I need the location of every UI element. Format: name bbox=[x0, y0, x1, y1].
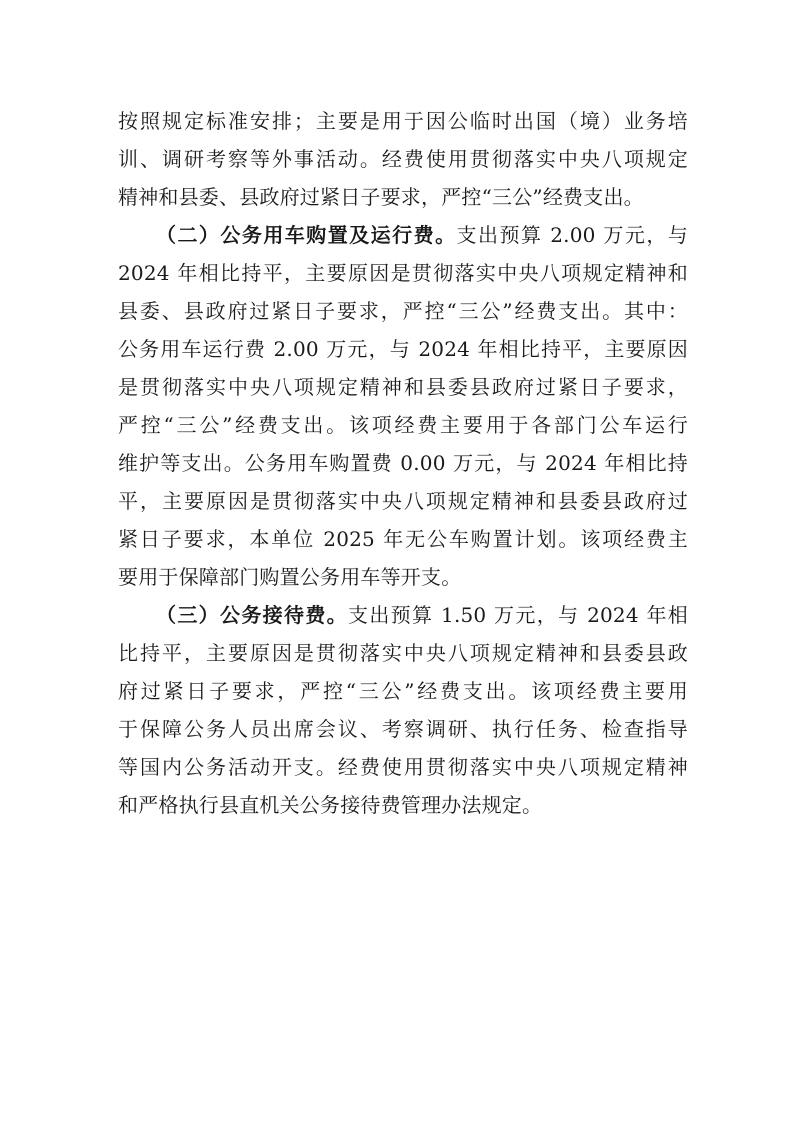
text-line: 府过紧日子要求，严控“三公”经费支出。该项经费主要用 bbox=[118, 679, 688, 703]
text-line: 按照规定标准安排；主要是用于因公临时出国（境）业务培 bbox=[118, 109, 688, 133]
text-line: 维护等支出。公务用车购置费 0.00 万元，与 2024 年相比持 bbox=[118, 451, 688, 475]
section-heading-vehicle: （二）公务用车购置及运行费。 bbox=[156, 223, 457, 247]
text-line: 精神和县委、县政府过紧日子要求，严控“三公”经费支出。 bbox=[118, 185, 644, 209]
document-body bbox=[118, 102, 688, 824]
text-line bbox=[118, 216, 688, 254]
text-line: 县委、县政府过紧日子要求，严控“三公”经费支出。其中： bbox=[118, 299, 688, 323]
text-line: 训、调研考察等外事活动。经费使用贯彻落实中央八项规定 bbox=[118, 147, 688, 171]
text-line: 于保障公务人员出席会议、考察调研、执行任务、检查指导 bbox=[118, 717, 688, 741]
text-line: 是贯彻落实中央八项规定精神和县委县政府过紧日子要求， bbox=[118, 375, 688, 399]
paragraph-vehicle-expenses bbox=[118, 216, 688, 596]
text-line: 严控“三公”经费支出。该项经费主要用于各部门公车运行 bbox=[118, 413, 688, 437]
text-line: 要用于保障部门购置公务用车等开支。 bbox=[118, 565, 462, 589]
text-line: 公务用车运行费 2.00 万元，与 2024 年相比持平，主要原因 bbox=[118, 337, 688, 361]
text-line: 平，主要原因是贯彻落实中央八项规定精神和县委县政府过 bbox=[118, 489, 688, 513]
text-line: 和严格执行县直机关公务接待费管理办法规定。 bbox=[118, 793, 543, 817]
text-line: 比持平，主要原因是贯彻落实中央八项规定精神和县委县政 bbox=[118, 641, 688, 665]
text-line: 紧日子要求，本单位 2025 年无公车购置计划。该项经费主 bbox=[118, 527, 688, 551]
paragraph-reception-expenses bbox=[118, 596, 688, 824]
text-span: 支出预算 1.50 万元，与 2024 年相 bbox=[348, 603, 688, 627]
text-line: 等国内公务活动开支。经费使用贯彻落实中央八项规定精神 bbox=[118, 755, 688, 779]
section-heading-reception: （三）公务接待费。 bbox=[156, 603, 348, 627]
text-span: 支出预算 2.00 万元，与 bbox=[456, 223, 688, 247]
text-line: 2024 年相比持平，主要原因是贯彻落实中央八项规定精神和 bbox=[118, 261, 688, 285]
text-line bbox=[118, 596, 688, 634]
paragraph-intro bbox=[118, 102, 688, 216]
